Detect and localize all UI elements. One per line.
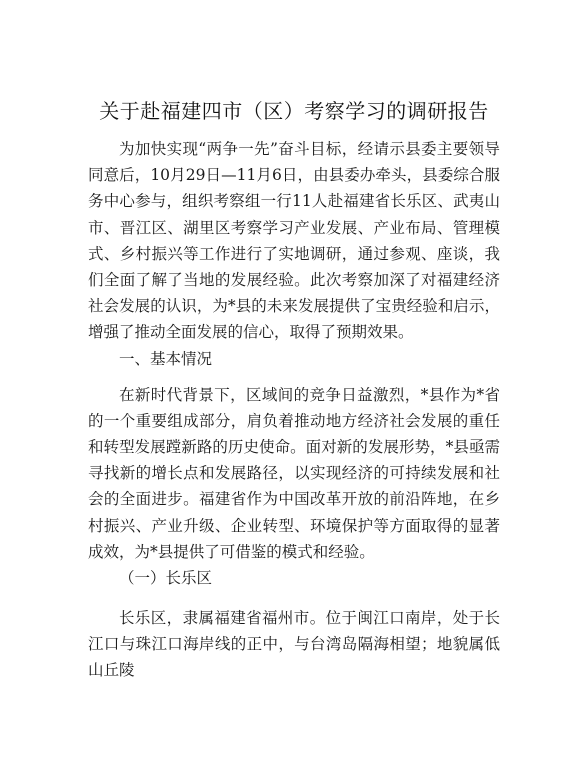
subsection-paragraph-changle: 长乐区，隶属福建省福州市。位于闽江口南岸，处于长江口与珠江口海岸线的正中，与台湾岛隔海相望；地貌属低山丘陵: [88, 609, 500, 680]
section-heading-basic-situation: 一、基本情况: [119, 349, 213, 368]
subsection-heading-changle: （一）长乐区: [119, 569, 213, 588]
document-title: 关于赴福建四市（区）考察学习的调研报告: [99, 99, 489, 123]
section-paragraph-basic-situation: 在新时代背景下，区域间的竞争日益激烈，*县作为*省的一个重要组成部分，肩负着推动地方经济社会发展的重任和转型发展蹚新路的历史使命。面对新的发展形势，*县亟需寻找新的增长点和发展路径，以实现经济的可持续发展和社会的全面进步。福建省作为中国改革开放的前沿阵地，在乡村振兴、产业升级、企业转型、环境保护等方面取得的显著成效，为*县提供了可借鉴的模式和经验。: [88, 385, 500, 561]
document-page: [88, 98, 500, 684]
intro-paragraph: 为加快实现“两争一先”奋斗目标，经请示县委主要领导同意后，10月29日—11月6日，由县委办牵头，县委综合服务中心参与，组织考察组一行11人赴福建省长乐区、武夷山市、晋江区、湖里区考察学习产业发展、产业布局、管理模式、乡村振兴等工作进行了实地调研，通过参观、座谈，我们全面了解了当地的发展经验。此次考察加深了对福建经济社会发展的认识，为*县的未来发展提供了宝贵经验和启示，增强了推动全面发展的信心，取得了预期效果。: [88, 140, 500, 342]
